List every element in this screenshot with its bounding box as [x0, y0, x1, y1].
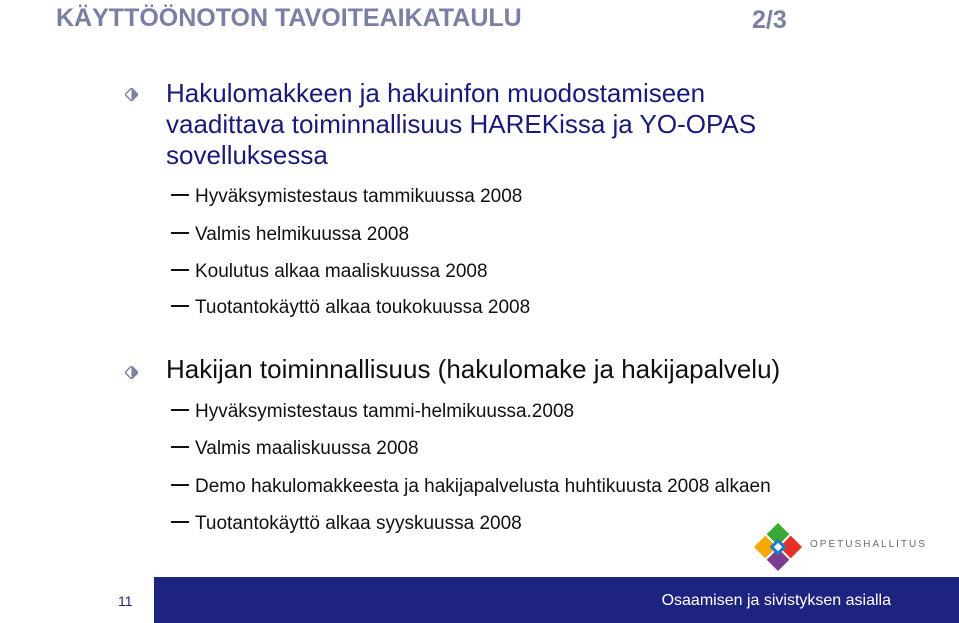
section-1-item: Valmis helmikuussa 2008	[171, 224, 409, 246]
section-2-item: Tuotantokäyttö alkaa syyskuussa 2008	[171, 513, 522, 535]
dash-icon	[171, 446, 189, 448]
dash-icon	[171, 521, 189, 523]
dash-icon	[171, 269, 189, 271]
opetushallitus-logo-icon	[752, 521, 804, 573]
section-1-heading-line-1: Hakulomakkeen ja hakuinfon muodostamiseen	[166, 78, 706, 108]
dash-icon	[171, 409, 189, 411]
diamond-bullet-icon	[125, 88, 138, 101]
slide-page-indicator: 2/3	[752, 6, 787, 34]
footer-bar	[0, 577, 959, 623]
section-2-item: Valmis maaliskuussa 2008	[171, 438, 419, 460]
dash-icon	[171, 194, 189, 196]
diamond-bullet-icon	[125, 366, 138, 379]
section-2-heading: Hakijan toiminnallisuus (hakulomake ja hakijapalvelu)	[166, 354, 781, 384]
section-1-heading-line-3: sovelluksessa	[166, 140, 328, 170]
section-2-item: Hyväksymistestaus tammi-helmikuussa.2008	[171, 401, 574, 423]
footer-number-box	[0, 577, 154, 623]
page-number: 11	[118, 593, 133, 609]
dash-icon	[171, 305, 189, 307]
section-1-item: Hyväksymistestaus tammikuussa 2008	[171, 186, 522, 208]
dash-icon	[171, 232, 189, 234]
section-1-item: Tuotantokäyttö alkaa toukokuussa 2008	[171, 297, 530, 319]
dash-icon	[171, 484, 189, 486]
logo-wordmark: OPETUSHALLITUS	[810, 539, 927, 550]
footer-tagline: Osaamisen ja sivistyksen asialla	[661, 592, 891, 609]
slide-title: KÄYTTÖÖNOTON TAVOITEAIKATAULU	[56, 4, 522, 32]
section-1-heading-line-2: vaadittava toiminnallisuus HAREKissa ja YO-OPAS	[166, 109, 757, 139]
section-1-item: Koulutus alkaa maaliskuussa 2008	[171, 261, 488, 283]
section-2-item: Demo hakulomakkeesta ja hakijapalvelusta huhtikuusta 2008 alkaen	[171, 476, 771, 498]
